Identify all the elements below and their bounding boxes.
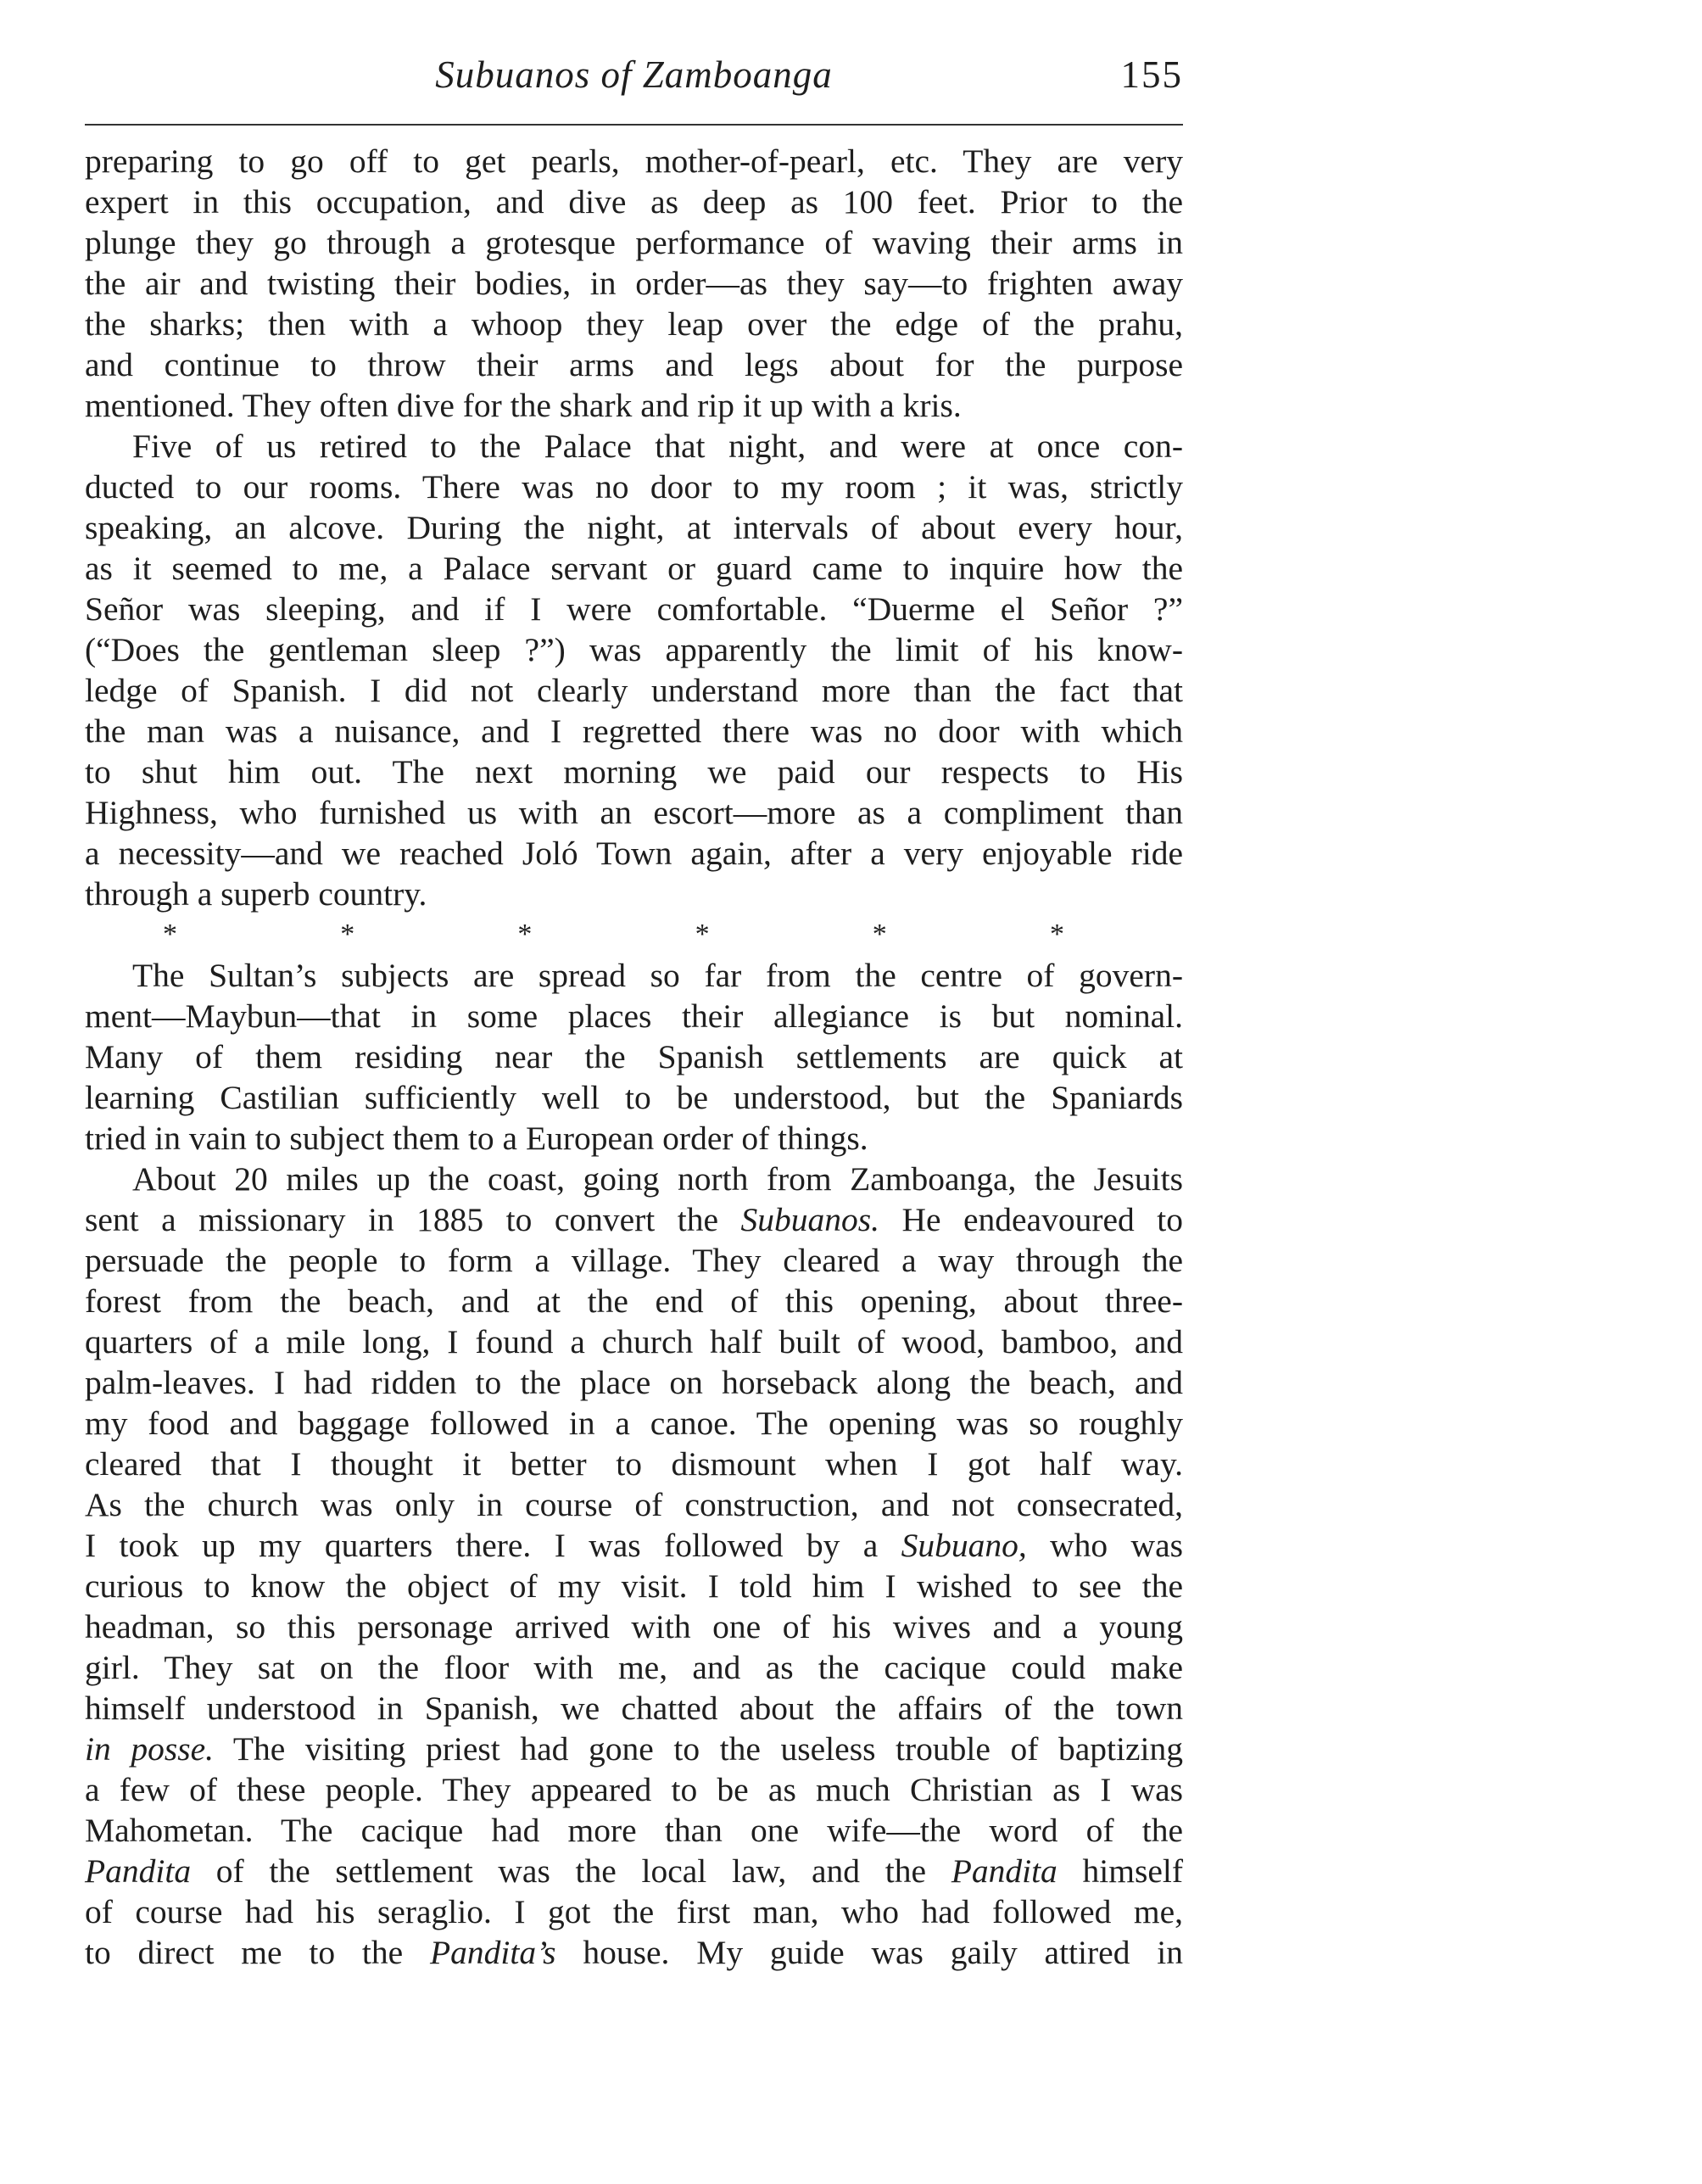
text-line: Señor was sleeping, and if I were comfortable. “Duerme el Señor ?”	[85, 590, 1183, 628]
running-head	[85, 53, 1183, 112]
text-line: a few of these people. They appeared to be as much Christian as I was	[85, 1771, 1183, 1808]
text-line	[85, 1851, 1183, 1891]
text-run: I took up my quarters there. I was followed by a	[85, 1527, 901, 1564]
text-run: sent a missionary in 1885 to convert the	[85, 1201, 741, 1238]
text-run: to direct me to the	[85, 1934, 431, 1971]
text-line: Five of us retired to the Palace that night, and were at once con-	[132, 427, 1183, 465]
text-line: About 20 miles up the coast, going north from Zamboanga, the Jesuits	[132, 1160, 1183, 1198]
text-line: persuade the people to form a village. They cleared a way through the	[85, 1242, 1183, 1279]
text-line	[85, 1932, 1183, 1973]
text-run: The visiting priest had gone to the useless trouble of baptizing	[213, 1730, 1184, 1768]
text-line: tried in vain to subject them to a European order of things.	[85, 1120, 868, 1157]
text-line: ment—Maybun—that in some places their allegiance is but nominal.	[85, 997, 1183, 1035]
italic-term: Pandita	[85, 1852, 192, 1890]
text-run: He endeavoured to	[879, 1201, 1183, 1238]
text-run: house. My guide was gaily attired in	[555, 1934, 1183, 1971]
asterisk: *	[872, 919, 887, 950]
text-line	[85, 1199, 1183, 1240]
italic-term: Subuano,	[901, 1527, 1027, 1564]
text-line: girl. They sat on the floor with me, and as the cacique could make	[85, 1649, 1183, 1686]
text-line: The Sultan’s subjects are spread so far from the centre of govern-	[132, 957, 1183, 994]
paragraph-jesuit-mission	[85, 1159, 1183, 1973]
italic-term: in posse.	[85, 1730, 214, 1768]
italic-term: Pandita’s	[430, 1934, 556, 1971]
text-line: plunge they go through a grotesque performance of waving their arms in	[85, 224, 1183, 261]
text-line: my food and baggage followed in a canoe. The opening was so roughly	[85, 1405, 1183, 1442]
text-line: (“Does the gentleman sleep ?”) was apparently the limit of his know-	[85, 631, 1183, 668]
text-line: headman, so this personage arrived with one of his wives and a young	[85, 1608, 1183, 1645]
text-line: forest from the beach, and at the end of this opening, about three-	[85, 1282, 1183, 1320]
text-line: ducted to our rooms. There was no door to my room ; it was, strictly	[85, 468, 1183, 506]
asterisk: *	[517, 919, 533, 950]
asterisk: *	[340, 919, 355, 950]
asterisk: *	[1049, 919, 1064, 950]
paragraph-sultans-subjects	[85, 955, 1183, 1159]
text-line: and continue to throw their arms and legs about for the purpose	[85, 346, 1183, 383]
text-line: a necessity—and we reached Joló Town again, after a very enjoyable ride	[85, 835, 1183, 872]
text-line: Highness, who furnished us with an escort—more as a compliment than	[85, 794, 1183, 831]
italic-term: Pandita	[951, 1852, 1057, 1890]
text-line: mentioned. They often dive for the shark and rip it up with a kris.	[85, 387, 962, 424]
asterisk: *	[695, 919, 710, 950]
header-rule	[85, 124, 1183, 126]
text-line: speaking, an alcove. During the night, at intervals of about every hour,	[85, 509, 1183, 546]
text-line: of course had his seraglio. I got the first man, who had followed me,	[85, 1893, 1183, 1930]
page-number: 155	[1120, 53, 1183, 96]
text-line: ledge of Spanish. I did not clearly understand more than the fact that	[85, 672, 1183, 709]
text-run: of the settlement was the local law, and the	[191, 1852, 951, 1890]
text-line: through a superb country.	[85, 875, 427, 913]
text-line: the sharks; then with a whoop they leap over the edge of the prahu,	[85, 305, 1183, 343]
text-line: the air and twisting their bodies, in order—as they say—to frighten away	[85, 265, 1183, 302]
text-line: quarters of a mile long, I found a church half built of wood, bamboo, and	[85, 1323, 1183, 1360]
text-run: who was	[1026, 1527, 1183, 1564]
text-line: to shut him out. The next morning we paid our respects to His	[85, 753, 1183, 790]
body-text	[85, 141, 1183, 1973]
paragraph-pearl-divers	[85, 141, 1183, 426]
text-line: As the church was only in course of construction, and not consecrated,	[85, 1486, 1183, 1523]
text-line	[85, 1525, 1183, 1566]
text-run: himself	[1057, 1852, 1183, 1890]
paragraph-palace-night	[85, 426, 1183, 914]
text-line: learning Castilian sufficiently well to be understood, but the Spaniards	[85, 1079, 1183, 1116]
text-line: the man was a nuisance, and I regretted there was no door with which	[85, 712, 1183, 750]
text-line: preparing to go off to get pearls, mother-of-pearl, etc. They are very	[85, 142, 1183, 180]
section-break	[85, 914, 1183, 955]
italic-term: Subuanos.	[740, 1201, 879, 1238]
running-title: Subuanos of Zamboanga	[435, 53, 833, 96]
text-line: cleared that I thought it better to dismount when I got half way.	[85, 1445, 1183, 1483]
asterisk: *	[163, 919, 177, 950]
text-line: curious to know the object of my visit. I told him I wished to see the	[85, 1567, 1183, 1605]
text-line: palm-leaves. I had ridden to the place on horseback along the beach, and	[85, 1364, 1183, 1401]
text-line	[85, 1729, 1183, 1769]
text-line: Many of them residing near the Spanish settlements are quick at	[85, 1038, 1183, 1075]
text-line: Mahometan. The cacique had more than one wife—the word of the	[85, 1812, 1183, 1849]
text-line: himself understood in Spanish, we chatted about the affairs of the town	[85, 1690, 1183, 1727]
text-line: expert in this occupation, and dive as deep as 100 feet. Prior to the	[85, 183, 1183, 221]
text-line: as it seemed to me, a Palace servant or guard came to inquire how the	[85, 550, 1183, 587]
